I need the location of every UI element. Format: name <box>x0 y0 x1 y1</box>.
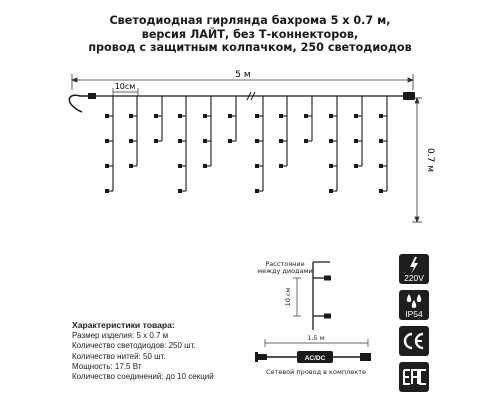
height-dimension <box>412 98 422 222</box>
detail-inset <box>255 260 371 376</box>
led-diode <box>279 114 283 118</box>
led-diode <box>105 139 109 143</box>
led-diode <box>379 139 383 143</box>
led-diode <box>329 114 333 118</box>
led-diode <box>354 164 358 168</box>
protection-label: IP54 <box>405 309 423 319</box>
led-diode <box>279 139 283 143</box>
led-diode <box>154 114 158 118</box>
detail-led-2 <box>324 314 331 319</box>
power-cable <box>255 351 371 363</box>
specs-heading: Характеристики товара: <box>72 320 175 330</box>
cable-caption: Сетевой провод в комплекте <box>266 368 366 376</box>
led-diode <box>105 189 109 193</box>
led-diode <box>178 164 182 168</box>
led-diode <box>228 139 232 143</box>
adapter-label: AC/DC <box>304 355 326 362</box>
led-diode <box>105 114 109 118</box>
led-diode <box>129 139 133 143</box>
led-diode <box>379 164 383 168</box>
led-diode <box>255 114 259 118</box>
spec-size: Размер изделия: 5 x 0.7 м <box>72 331 169 341</box>
height-label: 0.7 м <box>425 148 435 172</box>
led-diode <box>255 139 259 143</box>
voltage-icon <box>399 254 429 284</box>
led-diode <box>129 114 133 118</box>
eac-mark-icon <box>399 362 429 392</box>
led-diode <box>279 164 283 168</box>
detail-led-1 <box>324 276 331 281</box>
product-specs <box>72 320 214 382</box>
spec-strand-count: Количество нитей: 50 шт. <box>72 351 166 361</box>
led-strands <box>105 96 387 193</box>
spec-power: Мощность: 17.5 Вт <box>72 361 142 371</box>
length-label: 5 м <box>235 70 251 80</box>
detail-cable-length: 1.5 м <box>307 334 325 342</box>
led-diode <box>255 164 259 168</box>
led-diode <box>203 164 207 168</box>
title-line-2: версия ЛАЙТ, без Т-коннекторов, <box>141 27 359 41</box>
certification-icons <box>399 254 431 398</box>
led-diode <box>354 114 358 118</box>
main-cable <box>69 92 415 112</box>
led-diode <box>354 139 358 143</box>
voltage-label: 220V <box>404 273 424 283</box>
spec-led-count: Количество светодиодов: 250 шт. <box>72 341 196 351</box>
led-diode <box>379 114 383 118</box>
detail-spacing-note-line2: между диодами <box>257 267 313 275</box>
led-diode <box>304 114 308 118</box>
detail-vertical-label: 10 см <box>284 287 292 307</box>
led-diode <box>105 164 109 168</box>
spec-connections: Количество соединений: до 10 секций <box>72 372 214 382</box>
water-drops-icon <box>399 290 429 320</box>
led-diode <box>329 189 333 193</box>
spacing-label: 10см <box>114 82 136 91</box>
led-diode <box>203 114 207 118</box>
led-diode <box>178 114 182 118</box>
led-diode <box>129 164 133 168</box>
led-diode <box>329 139 333 143</box>
title-line-3: провод с защитным колпачком, 250 светодиодов <box>88 41 412 54</box>
led-diode <box>178 139 182 143</box>
led-diode <box>203 139 207 143</box>
detail-spacing-note-line1: Расстояние <box>265 260 305 268</box>
ce-mark-icon <box>399 326 429 356</box>
led-diode <box>304 139 308 143</box>
led-diode <box>329 164 333 168</box>
title-line-1: Светодиодная гирлянда бахрома 5 x 0.7 м, <box>109 14 391 27</box>
led-diode <box>178 189 182 193</box>
led-diode <box>379 189 383 193</box>
led-diode <box>255 189 259 193</box>
led-diode <box>154 139 158 143</box>
led-diode <box>228 114 232 118</box>
